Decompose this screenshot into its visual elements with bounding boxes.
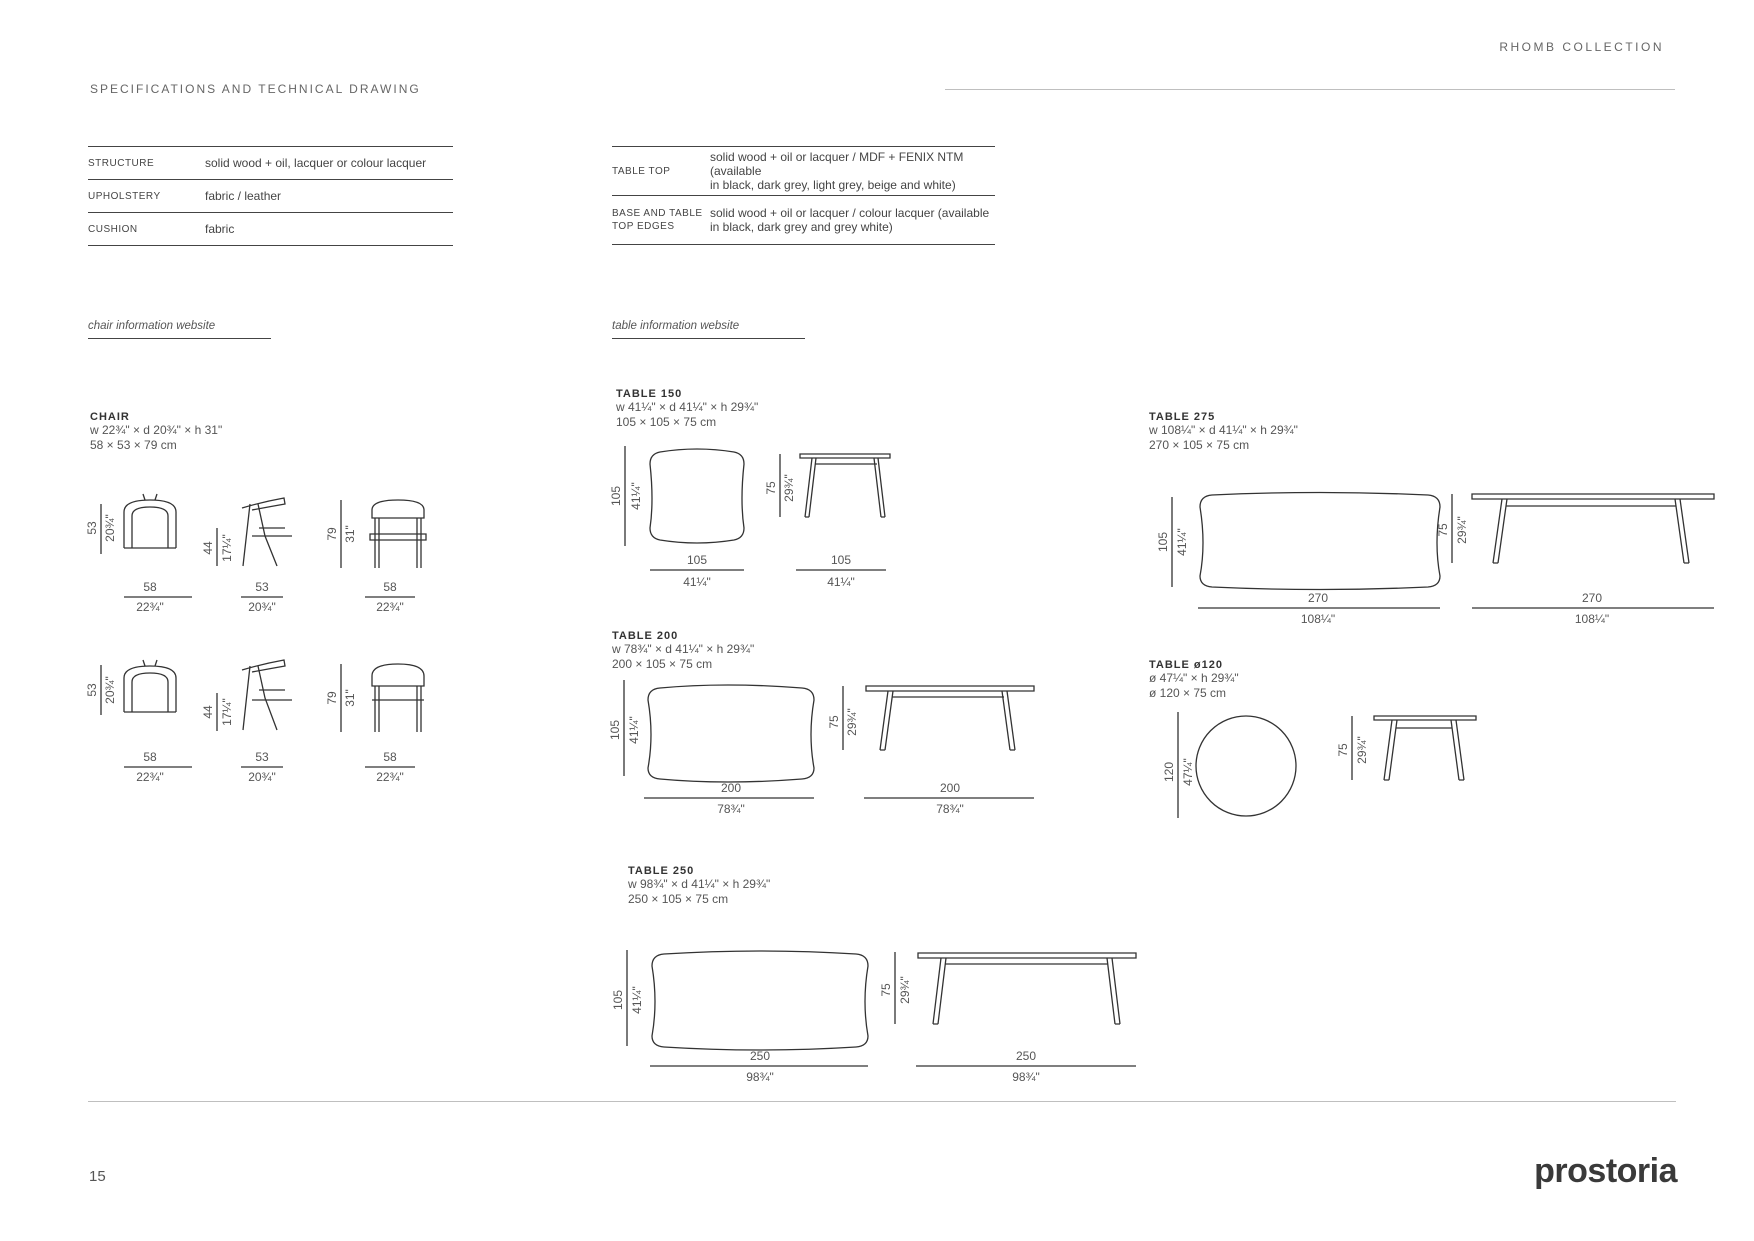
chair-dims-cm: 58 × 53 × 79 cm [90,438,177,452]
spec-value: solid wood + oil, lacquer or colour lacquer [205,147,453,180]
chair-dims-inch: w 22¾" × d 20¾" × h 31" [90,423,223,437]
table150-dims-cm: 105 × 105 × 75 cm [616,415,717,429]
table120-side-view [1374,716,1476,780]
t150-w-in: 41¼" [683,575,711,589]
table150-dims-inch: w 41¼" × d 41¼" × h 29¾" [616,400,759,414]
t250-w-in: 98¾" [746,1070,774,1084]
t250-h-in: 29¾" [898,976,912,1004]
t275-d-cm: 105 [1156,531,1170,553]
chair-top-view-2 [124,660,176,712]
spec-key-line: TOP EDGES [612,221,675,232]
table200-title: TABLE 200 [612,630,679,642]
chair-h-in: 31" [343,525,357,543]
t250-w-cm: 250 [749,1049,771,1063]
table275-side-view [1472,494,1714,563]
t275-w-cm-side: 270 [1581,591,1603,605]
spec-value: fabric [205,213,453,246]
spec-key-line: BASE AND TABLE [612,208,703,219]
table250-top-view [652,951,868,1050]
t150-w-cm: 105 [686,553,708,567]
chair-seat-in: 17¼" [220,534,234,562]
table250-dims-inch: w 98¾" × d 41¼" × h 29¾" [628,877,771,891]
chair-seat-cm: 44 [201,541,215,555]
t200-d-in: 41¼" [627,716,641,744]
chair2-d-cm-bottom: 53 [255,750,269,764]
chair-side-view-1 [242,498,292,566]
chair-h-cm: 79 [325,527,339,541]
chair-top-view-1 [124,494,176,548]
t150-d-in: 41¼" [629,482,643,510]
chair2-w-cm-front: 58 [383,750,397,764]
chair2-w-in: 22¾" [136,770,164,784]
t150-d-cm: 105 [609,485,623,507]
table150-top-view [650,449,744,543]
chair-d-cm: 53 [85,521,99,535]
collection-name: RHOMB COLLECTION [1499,40,1664,54]
t150-w-in-side: 41¼" [827,575,855,589]
table250-title: TABLE 250 [628,865,695,877]
chair2-seat-in: 17¼" [220,698,234,726]
table120-dims-cm: ø 120 × 75 cm [1149,686,1227,700]
t150-h-cm: 75 [764,481,778,495]
t120-h-cm: 75 [1336,743,1350,757]
t275-h-in: 29¾" [1455,516,1469,544]
table200-dims-cm: 200 × 105 × 75 cm [612,657,713,671]
t250-w-cm-side: 250 [1015,1049,1037,1063]
table275-top-view [1200,493,1440,590]
t200-h-cm: 75 [827,715,841,729]
t150-h-in: 29¾" [782,474,796,502]
chair-front-view-1 [370,500,426,568]
brand-logo: prostoria [1534,1152,1677,1190]
chair2-d-cm: 53 [85,683,99,697]
t150-w-cm-side: 105 [830,553,852,567]
t200-w-in: 78¾" [717,802,745,816]
t250-w-in-side: 98¾" [1012,1070,1040,1084]
chair-d-in: 20¾" [103,514,117,542]
chair-w-in: 22¾" [136,600,164,614]
table275-dims-inch: w 108¼" × d 41¼" × h 29¾" [1149,423,1298,437]
table200-dims-inch: w 78¾" × d 41¼" × h 29¾" [612,642,755,656]
chair-side-view-2 [242,660,292,730]
table-info-link[interactable]: table information website [612,320,805,339]
table275-dims-cm: 270 × 105 × 75 cm [1149,438,1250,452]
spec-value-line: in black, dark grey and grey white) [710,220,893,234]
chair-front-view-2 [372,664,424,732]
t200-d-cm: 105 [608,719,622,741]
chair-title: CHAIR [90,411,130,423]
t120-d-cm: 120 [1162,761,1176,783]
spec-value: fabric / leather [205,180,453,213]
table250-side-view [918,953,1136,1024]
spec-value-line: in black, dark grey, light grey, beige and white) [710,178,956,192]
chair2-seat-cm: 44 [201,705,215,719]
t120-h-in: 29¾" [1355,736,1369,764]
chair-d-in-bottom: 20¾" [248,600,276,614]
t200-w-cm: 200 [720,781,742,795]
t200-h-in: 29¾" [845,708,859,736]
table120-dims-inch: ø 47¼" × h 29¾" [1149,671,1239,685]
chair-w-cm: 58 [143,580,157,594]
chair-w-in-front: 22¾" [376,600,404,614]
chair-d-cm-bottom: 53 [255,580,269,594]
footer-rule [88,1101,1676,1102]
t275-h-cm: 75 [1436,523,1450,537]
chair2-d-in-bottom: 20¾" [248,770,276,784]
t250-d-cm: 105 [611,989,625,1011]
spec-key: CUSHION [88,213,205,246]
chair2-w-in-front: 22¾" [376,770,404,784]
table120-top-view [1196,716,1296,816]
t250-d-in: 41¼" [630,986,644,1014]
table150-side-view [800,454,890,517]
t275-d-in: 41¼" [1175,528,1189,556]
t120-d-in: 47¼" [1181,758,1195,786]
chair-info-link[interactable]: chair information website [88,320,271,339]
spec-key: UPHOLSTERY [88,180,205,213]
chair2-w-cm: 58 [143,750,157,764]
table275-title: TABLE 275 [1149,411,1216,423]
table150-title: TABLE 150 [616,388,683,400]
chair2-h-cm: 79 [325,691,339,705]
t250-h-cm: 75 [879,983,893,997]
t200-w-in-side: 78¾" [936,802,964,816]
chair2-h-in: 31" [343,689,357,707]
table120-title: TABLE ø120 [1149,659,1223,671]
chair-w-cm-front: 58 [383,580,397,594]
spec-value-line: solid wood + oil or lacquer / colour lacquer (available [710,206,990,220]
chair2-d-in: 20¾" [103,676,117,704]
spec-value-line: solid wood + oil or lacquer / MDF + FENIX NTM (available [710,150,964,178]
section-title: SPECIFICATIONS AND TECHNICAL DRAWING [90,82,421,96]
table200-side-view [866,686,1034,750]
t275-w-cm: 270 [1307,591,1329,605]
t275-w-in-side: 108¼" [1574,612,1610,626]
t200-w-cm-side: 200 [939,781,961,795]
table200-top-view [648,685,814,782]
spec-key: STRUCTURE [88,147,205,180]
table250-dims-cm: 250 × 105 × 75 cm [628,892,729,906]
page-number: 15 [89,1168,106,1185]
spec-key: TABLE TOP [612,147,710,196]
t275-w-in: 108¼" [1300,612,1336,626]
